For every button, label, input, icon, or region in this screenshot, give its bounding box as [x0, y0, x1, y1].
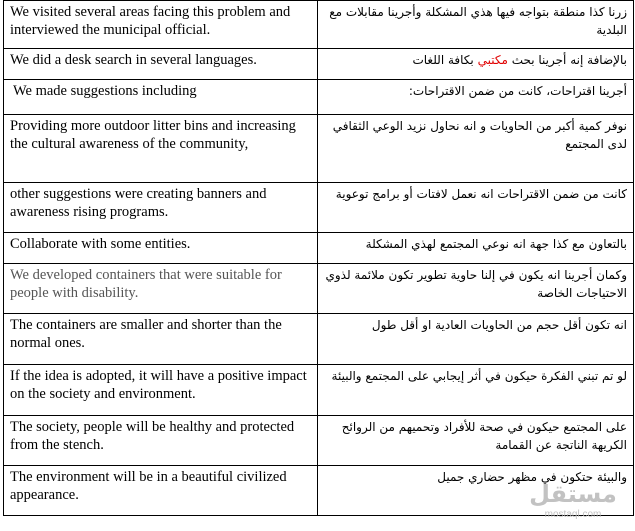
- table-row: [4, 49, 634, 80]
- table-row: [4, 365, 634, 416]
- arabic-cell: والبيئة حتكون في مظهر حضاري جميل: [318, 466, 634, 516]
- mostaql-watermark: [525, 479, 621, 527]
- arabic-text-part: بكافة اللغات: [412, 53, 478, 67]
- english-cell: We did a desk search in several languages.: [4, 49, 318, 80]
- english-cell: We visited several areas facing this problem and interviewed the municipal official.: [4, 1, 318, 49]
- arabic-cell: وكمان أجرينا انه يكون في إلنا حاوية تطوير تكون ملائمة لذوي الاحتياجات الخاصة: [318, 264, 634, 314]
- watermark-url: mostaql.com: [544, 509, 602, 520]
- table-row: [4, 264, 634, 314]
- table-row: [4, 115, 634, 183]
- arabic-cell: لو تم تبني الفكرة حيكون في أثر إيجابي على المجتمع والبيئة: [318, 365, 634, 416]
- arabic-cell: زرنا كذا منطقة بتواجه فيها هذي المشكلة وأجرينا مقابلات مع البلدية: [318, 1, 634, 49]
- english-cell: Providing more outdoor litter bins and increasing the cultural awareness of the community,: [4, 115, 318, 183]
- table-row: [4, 183, 634, 233]
- english-text: We made suggestions including: [13, 83, 197, 99]
- table-row: [4, 233, 634, 264]
- arabic-cell: انه تكون أقل حجم من الحاويات العادية او أقل طول: [318, 314, 634, 365]
- table-row: [4, 416, 634, 466]
- translation-table: [3, 0, 634, 516]
- arabic-cell: بالتعاون مع كذا جهة انه نوعي المجتمع لهذي المشكلة: [318, 233, 634, 264]
- arabic-cell: على المجتمع حيكون في صحة للأفراد وتحميهم من الروائح الكريهة الناتجة عن القمامة: [318, 416, 634, 466]
- arabic-cell: [318, 49, 634, 80]
- english-cell: [4, 80, 318, 115]
- table-row: [4, 314, 634, 365]
- english-cell: Collaborate with some entities.: [4, 233, 318, 264]
- english-cell: The containers are smaller and shorter than the normal ones.: [4, 314, 318, 365]
- table-row: [4, 1, 634, 49]
- english-cell: We developed containers that were suitable for people with disability.: [4, 264, 318, 314]
- english-cell: If the idea is adopted, it will have a positive impact on the society and environment.: [4, 365, 318, 416]
- table-row: [4, 80, 634, 115]
- arabic-cell: أجرينا اقتراحات، كانت من ضمن الاقتراحات:: [318, 80, 634, 115]
- watermark-arabic-logo: مستقل: [529, 480, 617, 508]
- arabic-cell: كانت من ضمن الاقتراحات انه نعمل لافتات أو برامج توعوية: [318, 183, 634, 233]
- english-cell: The environment will be in a beautiful civilized appearance.: [4, 466, 318, 516]
- english-cell: other suggestions were creating banners and awareness rising programs.: [4, 183, 318, 233]
- arabic-cell: نوفر كمية أكبر من الحاويات و انه نحاول نزيد الوعي الثقافي لدى المجتمع: [318, 115, 634, 183]
- english-cell: The society, people will be healthy and protected from the stench.: [4, 416, 318, 466]
- arabic-text-part: بالإضافة إنه أجرينا بحث: [507, 53, 627, 67]
- highlighted-word: مكتبي: [477, 53, 508, 67]
